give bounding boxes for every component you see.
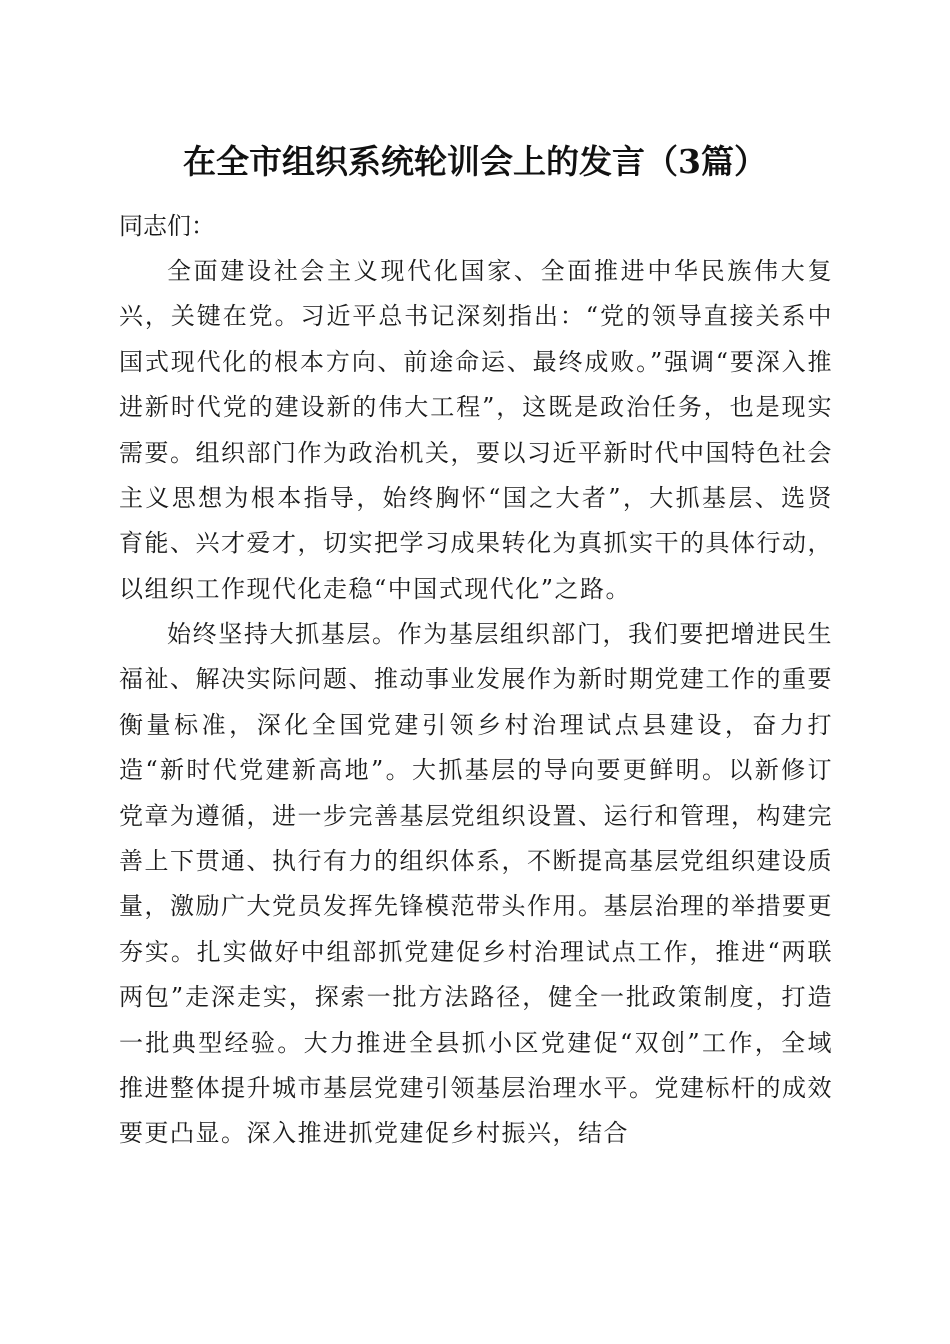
body-paragraph-1: 全面建设社会主义现代化国家、全面推进中华民族伟大复兴，关键在党。习近平总书记深刻指出：“党的领导直接关系中国式现代化的根本方向、前途命运、最终成败。”强调“要深入推进新时代党的建设新的伟大工程”，这既是政治任务，也是现实需要。组织部门作为政治机关，要以习近平新时代中国特色社会主义思想为根本指导，始终胸怀“国之大者”，大抓基层、选贤育能、兴才爱才，切实把学习成果转化为真抓实干的具体行动，以组织工作现代化走稳“中国式现代化”之路。 [119,257,833,603]
greeting-line: 同志们： [119,212,215,240]
body-paragraph-2: 始终坚持大抓基层。作为基层组织部门，我们要把增进民生福祉、解决实际问题、推动事业发展作为新时期党建工作的重要衡量标准，深化全国党建引领乡村治理试点县建设，奋力打造“新时代党建新高地”。大抓基层的导向要更鲜明。以新修订党章为遵循，进一步完善基层党组织设置、运行和管理，构建完善上下贯通、执行有力的组织体系，不断提高基层党组织建设质量，激励广大党员发挥先锋模范带头作用。基层治理的举措要更夯实。扎实做好中组部抓党建促乡村治理试点工作，推进“两联两包”走深走实，探索一批方法路径，健全一批政策制度，打造一批典型经验。大力推进全县抓小区党建促“双创”工作，全域推进整体提升城市基层党建引领基层治理水平。党建标杆的成效要更凸显。深入推进抓党建促乡村振兴，结合 [119,620,833,1148]
document-title: 在全市组织系统轮训会上的发言（3篇） [183,142,767,181]
